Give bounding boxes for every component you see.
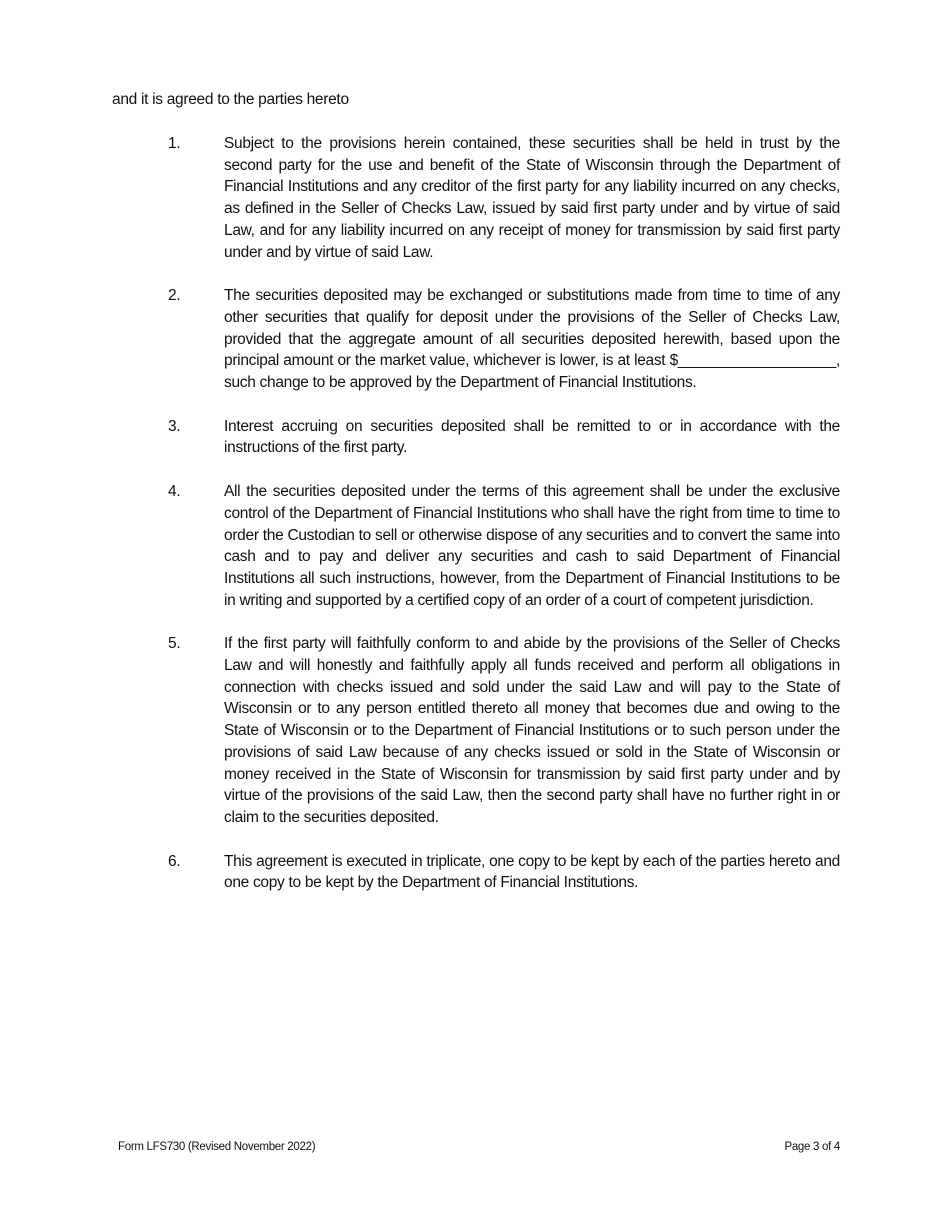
clause-text: Subject to the provisions herein contained, these securities shall be held in trust by the second party for the use and benefit of the State of Wisconsin through the Department of Financial Institutions and any creditor of the first party for any liability incurred on any checks, as defined in the Seller of Checks Law, issued by said first party under and by virtue of said Law, and for any liability incurred on any receipt of money for transmission by said first party under and by virtue of said Law.: [224, 135, 840, 261]
clause-2: [0, 285, 950, 394]
clause-text: This agreement is executed in triplicate, one copy to be kept by each of the parties hereto and one copy to be kept by the Department of Financial Institutions.: [224, 852, 840, 892]
clause-number: 1.: [168, 135, 181, 152]
clause-1: [0, 133, 950, 263]
clause-number: 6.: [168, 852, 181, 870]
page-number: Page 3 of 4: [784, 1141, 840, 1153]
clause-list: [0, 133, 950, 916]
form-identifier: Form LFS730 (Revised November 2022): [118, 1141, 316, 1153]
clause-5: [0, 633, 950, 828]
clause-text: The securities deposited may be exchanged or substitutions made from time to time of any other securities that qualify for deposit under the provisions of the Seller of Checks Law, provided that the aggregate amount of all securities deposited herewith, based upon the principal amount or the market value, whichever is lower, is at least $___________________, such change to be approved by the Department of Financial Institutions.: [224, 287, 840, 392]
clause-6: [0, 851, 950, 894]
clause-4: [0, 481, 950, 611]
clause-number: 5.: [168, 635, 181, 653]
clause-text: Interest accruing on securities deposited shall be remitted to or in accordance with the instructions of the first party.: [224, 417, 840, 457]
clause-3: [0, 416, 950, 459]
intro-text: and it is agreed to the parties hereto: [112, 91, 349, 108]
clause-number: 4.: [168, 483, 181, 501]
clause-number: 2.: [168, 287, 181, 305]
clause-number: 3.: [168, 417, 181, 435]
clause-text: All the securities deposited under the terms of this agreement shall be under the exclusive control of the Department of Financial Institutions who shall have the right from time to time to order the Custodian to sell or otherwise dispose of any securities and to convert the same into cash and to pay and deliver any securities and cash to said Department of Financial Institutions all such instructions, however, from the Department of Financial Institutions to be in writing and supported by a certified copy of an order of a court of competent jurisdiction.: [224, 483, 840, 609]
clause-text: If the first party will faithfully conform to and abide by the provisions of the Seller of Checks Law and will honestly and faithfully apply all funds received and perform all obligations in connection with checks issued and sold under the said Law and will pay to the State of Wisconsin or to any person entitled thereto all money that becomes due and owing to the State of Wisconsin or to the Department of Financial Institutions or to such person under the provisions of said Law because of any checks issued or sold in the State of Wisconsin or money received in the State of Wisconsin for transmission by said first party under and by virtue of the provisions of the said Law, then the second party shall have no further right in or claim to the securities deposited.: [224, 635, 840, 826]
